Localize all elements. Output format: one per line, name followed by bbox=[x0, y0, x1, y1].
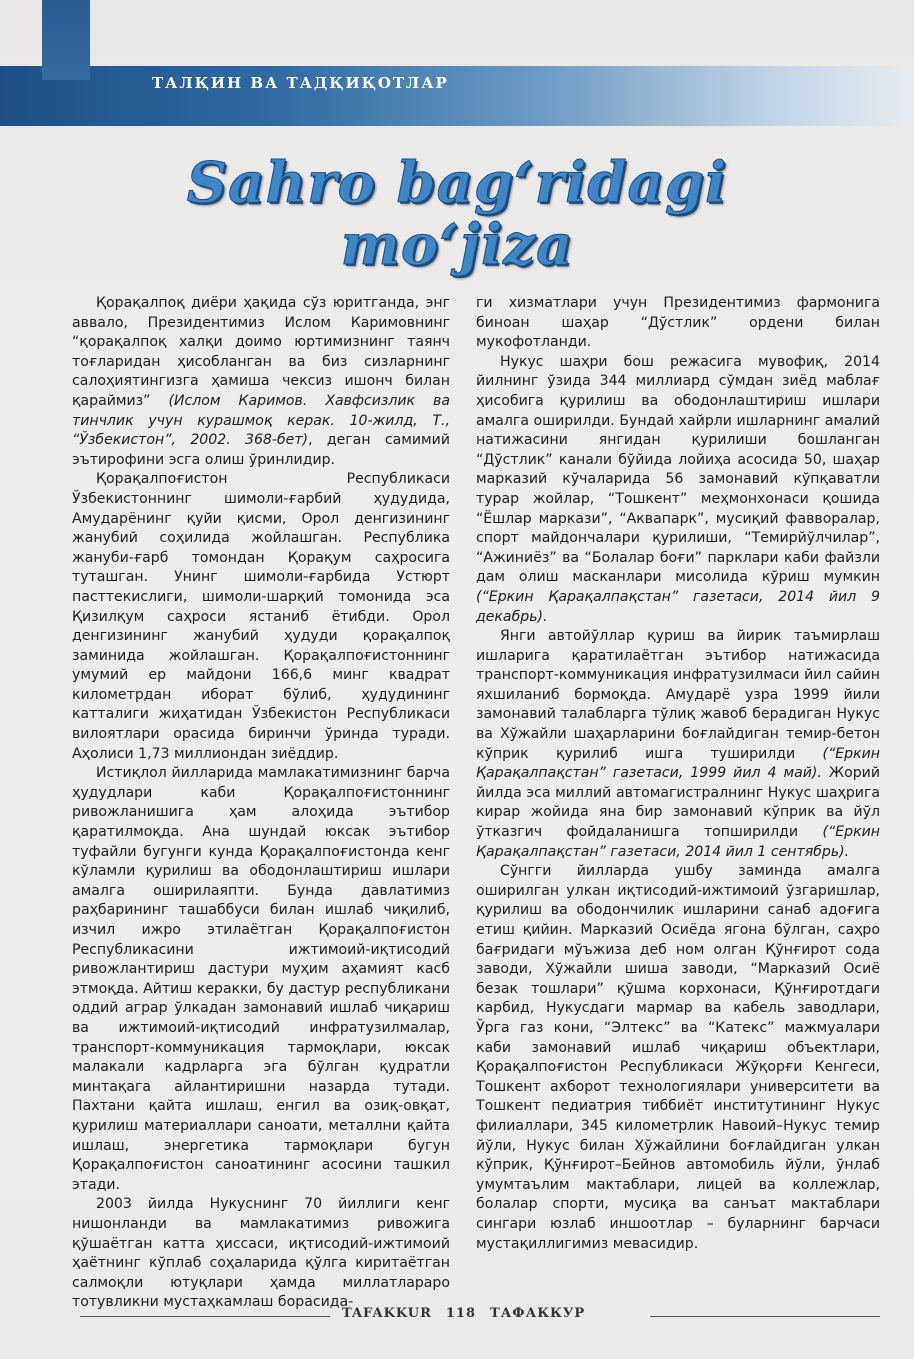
paragraph: ги хизматлари учун Президентимиз фармонига биноан шаҳар “Дўстлик” ордени билан мукофотланди. bbox=[476, 295, 880, 351]
magazine-name-latin: TAFAKKUR bbox=[342, 1306, 432, 1321]
article-title-line-2: mo‘jiza bbox=[340, 212, 574, 278]
page-number: 118 bbox=[445, 1306, 477, 1321]
paragraph bbox=[476, 627, 880, 862]
footer-text bbox=[342, 1306, 642, 1321]
footer-rule-left bbox=[80, 1316, 330, 1317]
header-band bbox=[0, 66, 914, 126]
paragraph: Қорақалпоғистон Республикаси Ўзбекистоннинг шимоли-ғарбий ҳудудида, Амударёнинг қуйи қисми, Орол денгизининг жанубий соҳилида жойлашган. Республика жануби-ғарб томондан Қорақум саҳросига туташган. Унинг шимоли-ғарбида Устюрт пасттекислиги, шимоли-шарқий томонида эса Қизилқум саҳроси ястаниб ётибди. Орол денгизининг жанубий ҳудуди қорақалпоқ заминида жойлашган. Қорақалпоғистоннинг умумий ер майдони 166,6 минг квадрат километрдан иборат бўлиб, ҳудудининг катталиги жиҳатидан Ўзбекистон Республикаси вилоятлари орасида биринчи ўринда туради. Аҳолиси 1,73 миллиондан зиёддир. bbox=[72, 471, 450, 762]
paragraph: 2003 йилда Нукуснинг 70 йиллиги кенг нишонланди ва мамлакатимиз ривожига қўшаётган катта ҳиссаси, иқтисодий-ижтимоий ҳаётнинг кўплаб соҳаларида қўлга киритаётган салмоқли ютуқлари ҳамда миллатлараро тотувликни мустаҳкамлаш борасида- bbox=[72, 1196, 450, 1311]
citation: (“Еркин Қарақалпақстан” газетаси, 1999 йил 4 май). bbox=[476, 745, 880, 782]
citation: (Ислом Каримов. Хавфсизлик ва тинчлик учун курашмоқ керак. 10-жилд, Т., “Ўзбекистон”, 2002. 368-бет) bbox=[72, 392, 450, 449]
footer-rule-right bbox=[650, 1316, 880, 1317]
paragraph bbox=[476, 353, 880, 627]
paragraph bbox=[72, 294, 450, 470]
paragraph-text: Қорақалпоқ диёри ҳақида сўз юритганда, энг аввало, Президентимиз Ислом Каримовнинг “қорақалпоқ халқи доимо юртимизнинг таянч тоғларидан ҳисобланган ва биз сизларнинг салоҳиятингизга ҳамиша чексиз ишонч билан қараймиз” bbox=[72, 295, 450, 409]
header-tab-decoration bbox=[42, 0, 90, 80]
left-text-column bbox=[72, 294, 450, 1313]
paragraph-text: Нукус шаҳри бош режасига мувофиқ, 2014 йилнинг ўзида 344 миллиард сўмдан зиёд маблағ ҳисобига қурилиш ва ободонлаштириш ишлари амалга оширилди. Бундай хайрли ишларнинг амалий натижасини янгидан қурилиши бошланган “Дўстлик” канали бўйида лойиҳа асосида 50, шаҳар марказий кўчаларида 56 замонавий кўпқаватли турар жойлар, “Тошкент” меҳмонхонаси қошида “Ёшлар маркази”, “Аквапарк”, мусиқий фавворалар, спорт майдончалари қурилиши, “Темирйўлчилар”, “Ажиниёз” ва “Болалар боғи” парклари каби файзли дам олиш масканлари мисолида кўриш мумкин bbox=[476, 353, 880, 586]
paragraph-text: , деган самимий эътирофини эсга олиш ўринлидир. bbox=[72, 432, 450, 468]
paragraph: Сўнгги йилларда ушбу заминда амалга оширилган улкан иқтисодий-ижтимоий ўзгаришлар, қурилиш ва ободончилик ишларини санаб адоғига етиш қийин. Марказий Осиёда ягона бўлган, саҳро бағридаги мўъжиза деб ном олган Қўнғирот сода заводи, Хўжайли шиша заводи, “Марказий Осиё безак тошлари” қўшма корхонаси, Қўнғиротдаги карбид, Нукусдаги мармар ва кабель заводлари, Ўрга газ кони, “Элтекс” ва “Катекс” мажмуалари каби замонавий ишлаб чиқариш объектлари, Қорақалпоғистон Республикаси Жўқорғи Кенгеси, Тошкент ахборот технологиялари университети ва Тошкент педиатрия тиббиёт институтининг Нукус филиаллари, 345 километрлик Навоий–Нукус темир йўли, Нукус билан Хўжайлини боғлайдиган улкан кўприк, Қўнғирот–Бейнов автомобиль йўли, ўнлаб умумтаълим мактаблари, лицей ва коллежлар, болалар спорти, мусиқа ва санъат мактаблари сингари юзлаб иншоотлар – буларнинг барчаси мустақиллигимиз мевасидир. bbox=[476, 863, 880, 1252]
paragraph-text: Янги автойўллар қуриш ва йирик таъмирлаш ишларига қаратилаётган эътибор натижасида транспорт-коммуникация инфратузилмаси йил сайин яхшиланиб бормоқда. Амударё узра 1999 йили замонавий талабларга тўлиқ жавоб берадиган Нукус ва Хўжайли шаҳарларини боғлайдиган темир-бетон кўприк қурилиб ишга туширилди bbox=[476, 628, 880, 762]
citation: (“Еркин Қарақалпақстан” газетаси, 2014 йил 9 декабрь). bbox=[476, 588, 880, 625]
right-text-column bbox=[476, 294, 880, 1254]
article-title-line-1: Sahro bag‘ridagi bbox=[186, 150, 728, 216]
paragraph-text: Жорий йилда эса миллий автомагистралнинг Нукус шаҳрига кирар жойида яна бир замонавий кўприк ва йўл ўтказгич фойдаланишга топширилди bbox=[476, 765, 880, 841]
paragraph: Истиқлол йилларида мамлакатимизнинг барча ҳудудлари каби Қорақалпоғистоннинг ривожланишига ҳам алоҳида эътибор қаратилмоқда. Ана шундай юксак эътибор туфайли бугунги кунда Қорақалпоғистонда кенг кўламли қурилиш ва ободонлаштириш ишлари амалга оширилаяпти. Бунда давлатимиз раҳбарининг ташаббуси билан ишлаб чиқилиб, изчил ижро этилаётган Қорақалпоғистон Республикасини ижтимоий-иқтисодий ривожлантириш дастури муҳим аҳамият касб этмоқда. Айтиш керакки, бу дастур республикани оддий аграр ўлкадан замонавий ишлаб чиқариш ва ижтимоий-иқтисодий инфратузилмалар, транспорт-коммуникация тармоқлари, юксак малакали кадрларга эга бўлган қудратли минтақага айлантиришни назарда тутади. Пахтани қайта ишлаш, енгил ва озиқ-овқат, қурилиш материаллари саноати, металлни қайта ишлаш, энергетика тармоқлари бугун Қорақалпоғистон саноатининг асосини ташкил этади. bbox=[72, 765, 450, 1193]
citation: (“Еркин Қарақалпақстан” газетаси, 2014 йил 1 сентябрь). bbox=[476, 824, 880, 860]
page-footer bbox=[80, 1306, 880, 1326]
section-title: ТАЛҚИН ВА ТАДҚИҚОТЛАР bbox=[152, 74, 449, 92]
magazine-name-cyrillic: ТАФАККУР bbox=[490, 1306, 586, 1321]
